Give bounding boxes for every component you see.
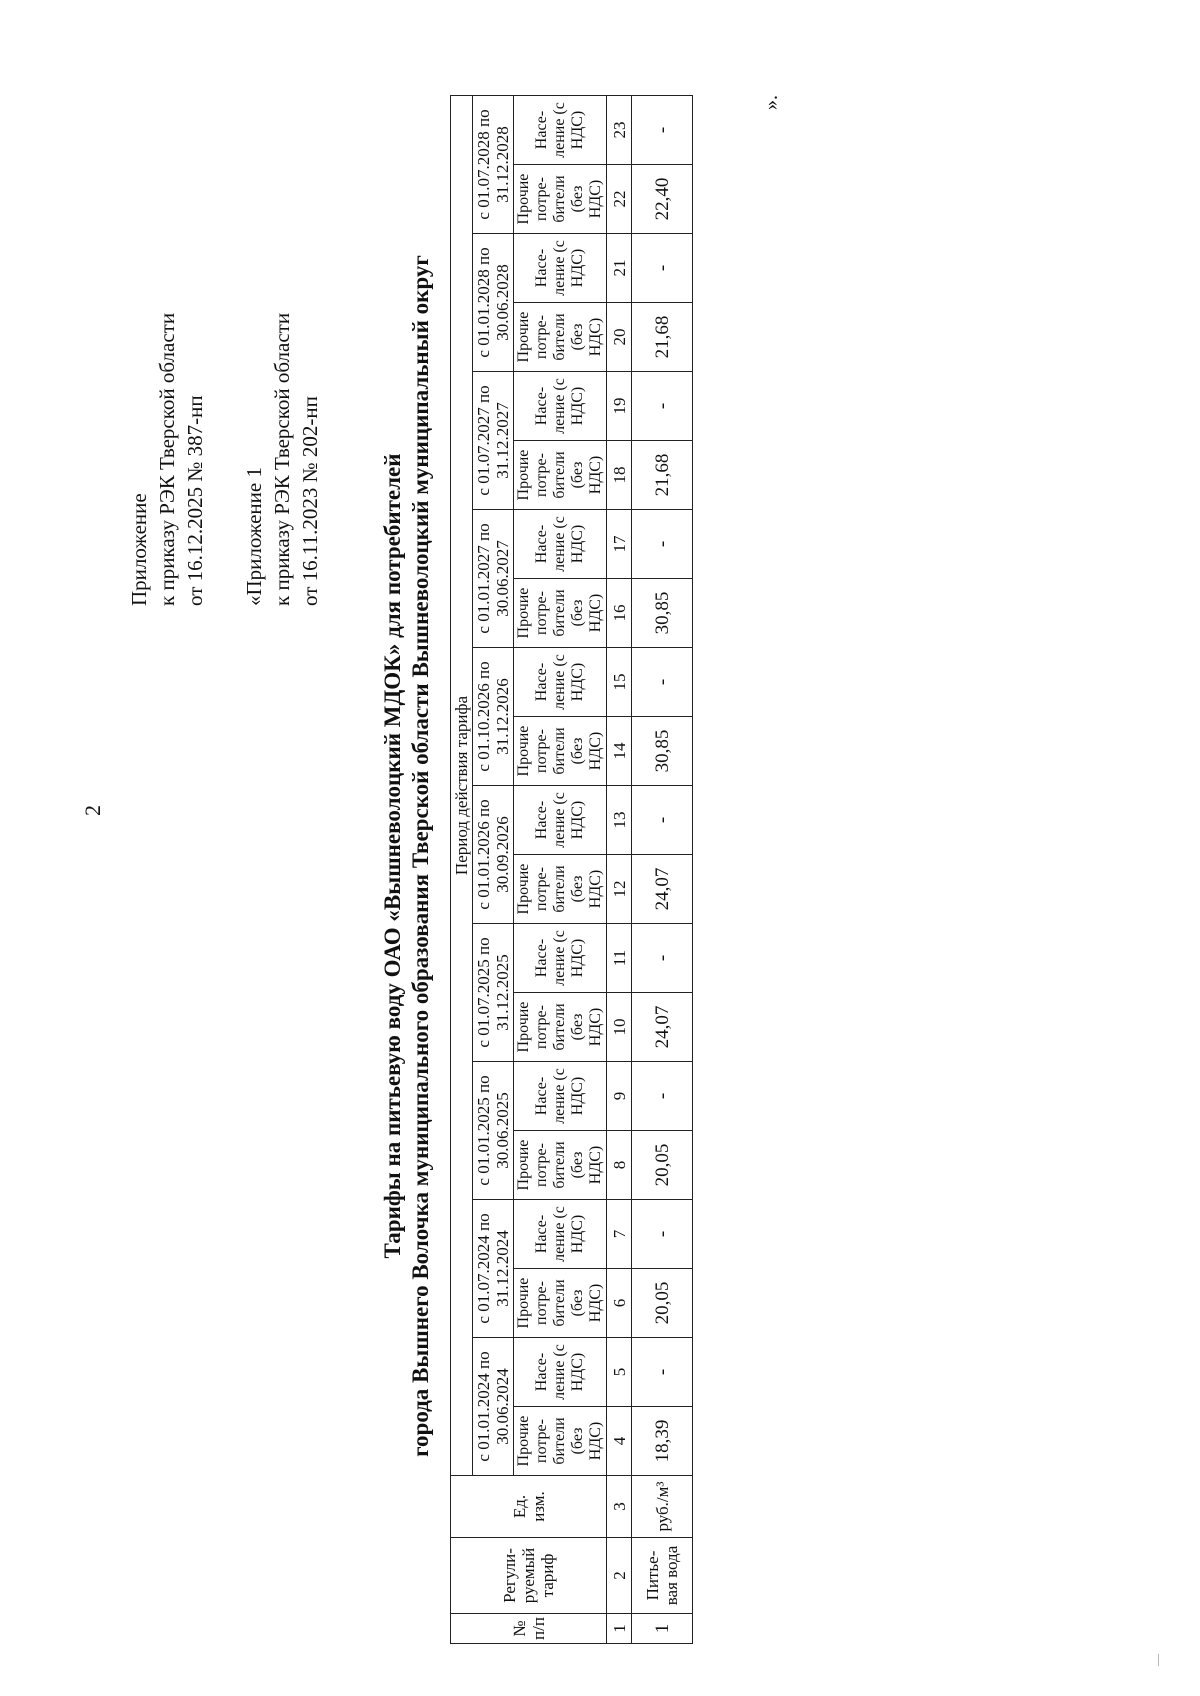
header-tariff: Регули-руемый тариф [451, 1538, 607, 1614]
consumer-other-header: Прочие потре-бители (без НДС) [514, 1407, 607, 1476]
tariff-value: 21,68 [632, 303, 693, 372]
header-period: Период действия тарифа [451, 96, 473, 1476]
period-header: с 01.01.2027 по 30.06.2027 [473, 510, 514, 648]
period-header: с 01.10.2026 по 31.12.2026 [473, 648, 514, 786]
closing-quote-mark: ». [760, 95, 782, 110]
column-number: 22 [607, 165, 632, 234]
tariff-value: 24,07 [632, 993, 693, 1062]
consumer-other-header: Прочие потре-бители (без НДС) [514, 855, 607, 924]
tariff-value: - [632, 1062, 693, 1131]
tariff-value: - [632, 648, 693, 717]
column-number: 4 [607, 1407, 632, 1476]
column-number: 14 [607, 717, 632, 786]
consumer-other-header: Прочие потре-бители (без НДС) [514, 1269, 607, 1338]
column-number: 6 [607, 1269, 632, 1338]
tariff-value: - [632, 510, 693, 579]
appendix-line: Приложение [127, 493, 151, 606]
header-row-dates [473, 96, 514, 1644]
tariff-value: - [632, 924, 693, 993]
appendix-line: от 16.11.2023 № 202-нп [298, 396, 322, 606]
row-number: 1 [632, 1614, 693, 1644]
period-header: с 01.07.2025 по 31.12.2025 [473, 924, 514, 1062]
column-number: 5 [607, 1338, 632, 1407]
column-number-row [607, 96, 632, 1644]
consumer-other-header: Прочие потре-бители (без НДС) [514, 993, 607, 1062]
tariff-value: - [632, 786, 693, 855]
appendix-line: от 16.12.2025 № 387-нп [183, 395, 207, 606]
document-subtitle: города Вышнего Волочка муниципального образования Тверской области Вышневолоцкий муниципальный округ [408, 255, 433, 1457]
consumer-population-header: Насе-ление (с НДС) [514, 372, 607, 441]
consumer-population-header: Насе-ление (с НДС) [514, 924, 607, 993]
scan-mark: — [1150, 1654, 1164, 1666]
header-row-period [451, 96, 473, 1644]
appendix-line: «Приложение 1 [242, 467, 266, 606]
column-number: 10 [607, 993, 632, 1062]
consumer-other-header: Прочие потре-бители (без НДС) [514, 579, 607, 648]
appendix-reference-old [240, 313, 324, 606]
consumer-population-header: Насе-ление (с НДС) [514, 96, 607, 165]
tariff-value: - [632, 234, 693, 303]
consumer-other-header: Прочие потре-бители (без НДС) [514, 303, 607, 372]
header-unit: Ед. изм. [451, 1476, 607, 1538]
table-row [632, 96, 693, 1644]
consumer-population-header: Насе-ление (с НДС) [514, 786, 607, 855]
consumer-population-header: Насе-ление (с НДС) [514, 510, 607, 579]
period-header: с 01.01.2025 по 30.06.2025 [473, 1062, 514, 1200]
column-number: 7 [607, 1200, 632, 1269]
header-row-consumers [514, 96, 607, 1644]
tariff-value: - [632, 1200, 693, 1269]
column-number: 12 [607, 855, 632, 924]
tariff-value: - [632, 372, 693, 441]
tariff-value: 18,39 [632, 1407, 693, 1476]
column-number: 8 [607, 1131, 632, 1200]
column-number: 17 [607, 510, 632, 579]
tariff-value: 24,07 [632, 855, 693, 924]
column-number: 9 [607, 1062, 632, 1131]
tariff-value: - [632, 1338, 693, 1407]
appendix-line: к приказу РЭК Тверской области [155, 312, 179, 606]
column-number: 20 [607, 303, 632, 372]
period-header: с 01.07.2028 по 31.12.2028 [473, 96, 514, 234]
document-title: Тарифы на питьевую воду ОАО «Вышневолоцкий МДОК» для потребителей [380, 453, 405, 1259]
column-number: 3 [607, 1476, 632, 1538]
column-number: 21 [607, 234, 632, 303]
appendix-reference-new [125, 313, 209, 606]
consumer-other-header: Прочие потре-бители (без НДС) [514, 1131, 607, 1200]
consumer-other-header: Прочие потре-бители (без НДС) [514, 165, 607, 234]
column-number: 19 [607, 372, 632, 441]
appendix-line: к приказу РЭК Тверской области [270, 312, 294, 606]
period-header: с 01.01.2026 по 30.09.2026 [473, 786, 514, 924]
consumer-population-header: Насе-ление (с НДС) [514, 1338, 607, 1407]
column-number: 23 [607, 96, 632, 165]
column-number: 18 [607, 441, 632, 510]
column-number: 13 [607, 786, 632, 855]
consumer-other-header: Прочие потре-бители (без НДС) [514, 717, 607, 786]
consumer-population-header: Насе-ление (с НДС) [514, 1200, 607, 1269]
tariff-value: 20,05 [632, 1269, 693, 1338]
tariff-value: 22,40 [632, 165, 693, 234]
header-no: № п/п [451, 1614, 607, 1644]
tariff-value: 30,85 [632, 717, 693, 786]
tariff-value: - [632, 96, 693, 165]
consumer-population-header: Насе-ление (с НДС) [514, 648, 607, 717]
column-number: 1 [607, 1614, 632, 1644]
period-header: с 01.07.2027 по 31.12.2027 [473, 372, 514, 510]
column-number: 11 [607, 924, 632, 993]
tariff-table [450, 95, 693, 1644]
consumer-other-header: Прочие потре-бители (без НДС) [514, 441, 607, 510]
period-header: с 01.01.2028 по 30.06.2028 [473, 234, 514, 372]
tariff-value: 20,05 [632, 1131, 693, 1200]
column-number: 16 [607, 579, 632, 648]
tariff-value: 21,68 [632, 441, 693, 510]
tariff-value: 30,85 [632, 579, 693, 648]
consumer-population-header: Насе-ление (с НДС) [514, 1062, 607, 1131]
page-number: 2 [80, 805, 105, 816]
column-number: 15 [607, 648, 632, 717]
row-unit: руб./м³ [632, 1476, 693, 1538]
row-tariff-name: Питье-вая вода [632, 1538, 693, 1614]
consumer-population-header: Насе-ление (с НДС) [514, 234, 607, 303]
period-header: с 01.01.2024 по 30.06.2024 [473, 1338, 514, 1476]
period-header: с 01.07.2024 по 31.12.2024 [473, 1200, 514, 1338]
column-number: 2 [607, 1538, 632, 1614]
